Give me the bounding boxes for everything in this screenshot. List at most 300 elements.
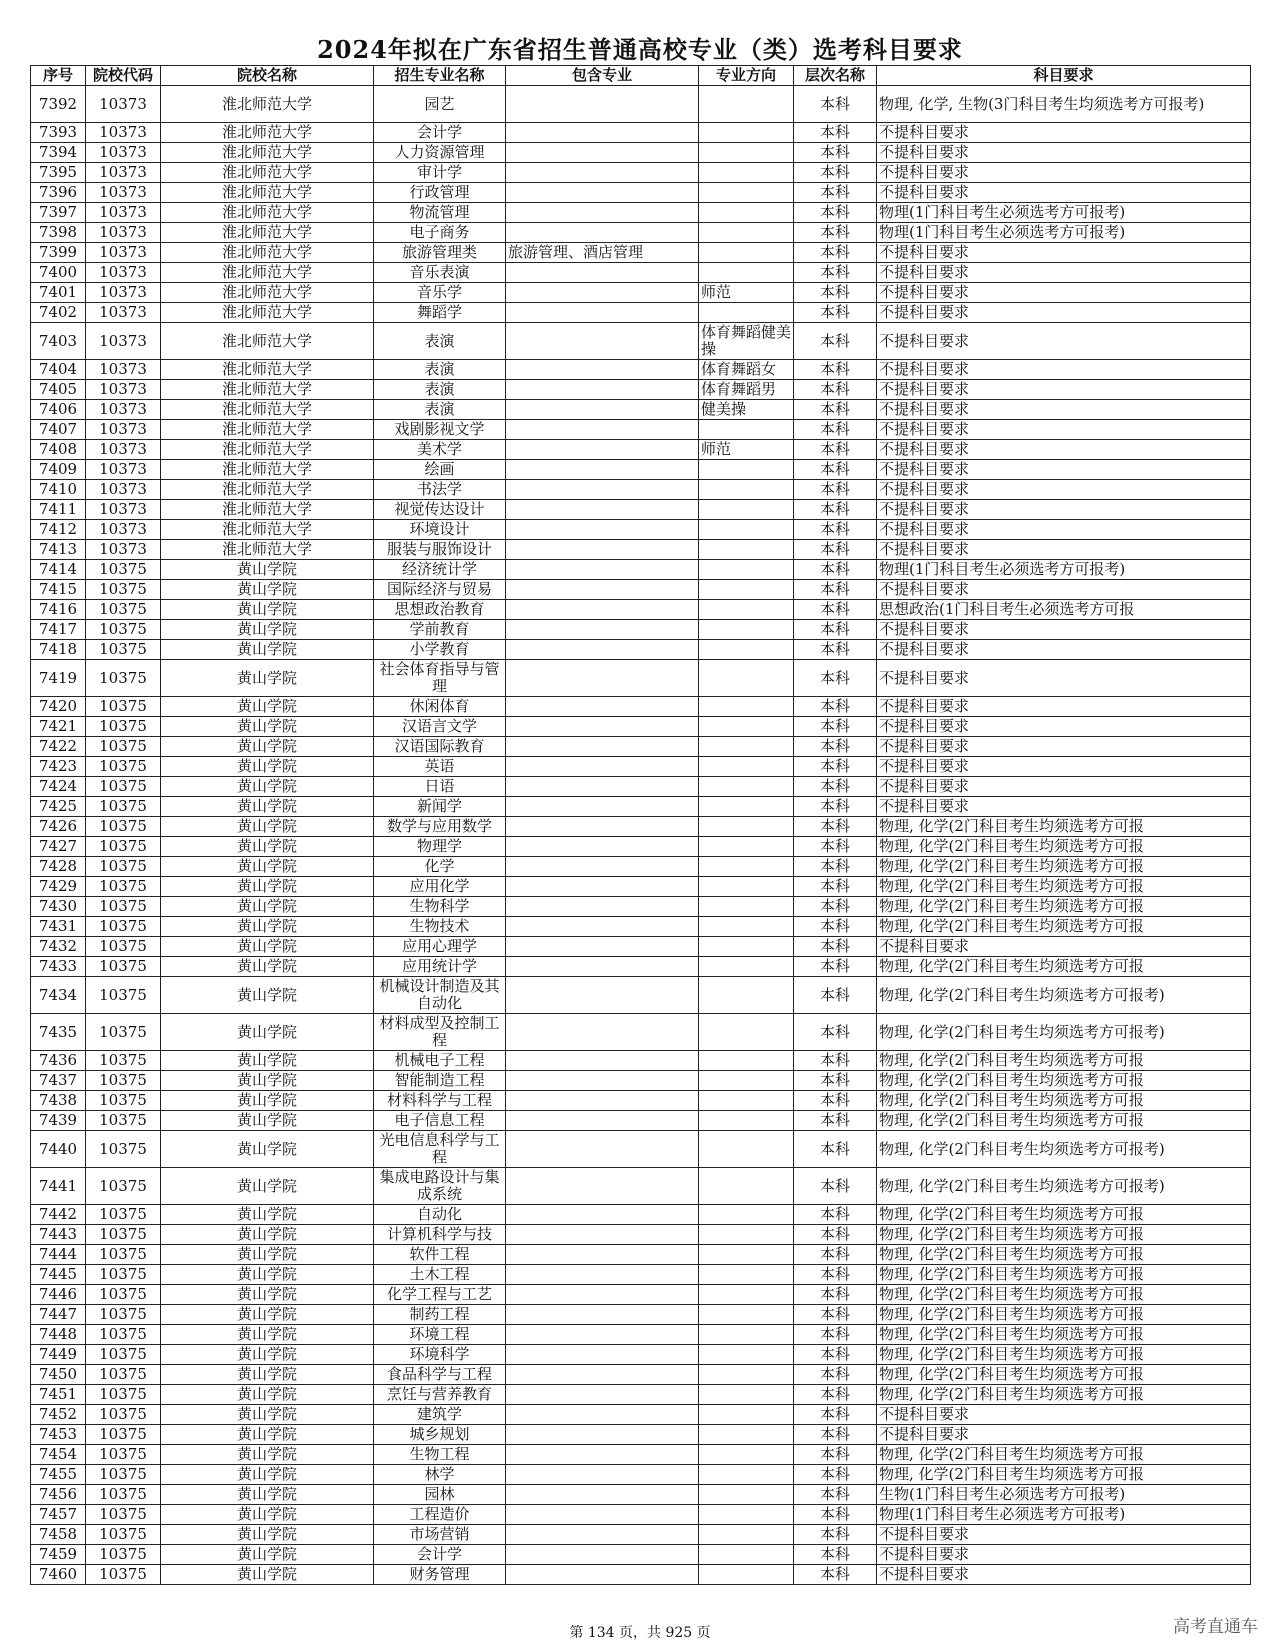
row-index: 7410 <box>31 480 86 500</box>
page-title: 2024年拟在广东省招生普通高校专业（类）选考科目要求 <box>317 35 963 64</box>
row-level: 本科 <box>794 1465 877 1485</box>
row-school-name: 黄山学院 <box>161 917 374 937</box>
row-included-majors <box>506 1325 699 1345</box>
row-level: 本科 <box>794 717 877 737</box>
row-subject-requirement: 不提科目要求 <box>877 380 1251 400</box>
row-school-name: 黄山学院 <box>161 660 374 697</box>
row-included-majors <box>506 223 699 243</box>
row-subject-requirement: 物理, 化学(2门科目考生均须选考方可报 <box>877 1111 1251 1131</box>
row-subject-requirement: 不提科目要求 <box>877 937 1251 957</box>
row-index: 7392 <box>31 86 86 123</box>
row-direction <box>699 580 794 600</box>
row-direction <box>699 460 794 480</box>
row-direction <box>699 1505 794 1525</box>
row-school-name: 淮北师范大学 <box>161 163 374 183</box>
row-subject-requirement: 物理, 化学(2门科目考生均须选考方可报 <box>877 1465 1251 1485</box>
header-school-name: 院校名称 <box>161 66 374 86</box>
row-school-name: 黄山学院 <box>161 1505 374 1525</box>
row-school-name: 黄山学院 <box>161 1385 374 1405</box>
row-school-code: 10373 <box>86 440 161 460</box>
row-direction <box>699 500 794 520</box>
row-index: 7460 <box>31 1565 86 1585</box>
row-included-majors <box>506 937 699 957</box>
row-index: 7393 <box>31 123 86 143</box>
row-subject-requirement: 物理, 化学(2门科目考生均须选考方可报 <box>877 1225 1251 1245</box>
row-direction <box>699 1014 794 1051</box>
row-included-majors <box>506 460 699 480</box>
row-school-code: 10375 <box>86 1565 161 1585</box>
row-direction <box>699 1525 794 1545</box>
row-direction <box>699 1565 794 1585</box>
row-included-majors <box>506 640 699 660</box>
row-index: 7419 <box>31 660 86 697</box>
row-level: 本科 <box>794 223 877 243</box>
row-included-majors <box>506 1265 699 1285</box>
row-subject-requirement: 物理, 化学, 生物(3门科目考生均须选考方可报考) <box>877 86 1251 123</box>
row-direction <box>699 163 794 183</box>
row-direction <box>699 660 794 697</box>
row-school-code: 10373 <box>86 380 161 400</box>
row-school-code: 10375 <box>86 1485 161 1505</box>
row-included-majors <box>506 917 699 937</box>
table-row <box>31 1485 1251 1505</box>
row-school-code: 10375 <box>86 1225 161 1245</box>
row-level: 本科 <box>794 440 877 460</box>
row-index: 7443 <box>31 1225 86 1245</box>
row-direction <box>699 1465 794 1485</box>
row-school-code: 10375 <box>86 977 161 1014</box>
row-level: 本科 <box>794 757 877 777</box>
row-school-name: 黄山学院 <box>161 1465 374 1485</box>
row-subject-requirement: 不提科目要求 <box>877 460 1251 480</box>
row-included-majors <box>506 203 699 223</box>
row-included-majors <box>506 123 699 143</box>
row-major-name: 表演 <box>374 323 506 360</box>
row-subject-requirement: 物理, 化学(2门科目考生均须选考方可报 <box>877 877 1251 897</box>
row-major-name: 汉语国际教育 <box>374 737 506 757</box>
row-school-name: 黄山学院 <box>161 640 374 660</box>
row-major-name: 材料成型及控制工程 <box>374 1014 506 1051</box>
row-major-name: 国际经济与贸易 <box>374 580 506 600</box>
row-included-majors <box>506 1525 699 1545</box>
row-school-code: 10373 <box>86 323 161 360</box>
row-school-code: 10375 <box>86 1265 161 1285</box>
row-subject-requirement: 不提科目要求 <box>877 520 1251 540</box>
table-row <box>31 1445 1251 1465</box>
row-major-name: 园艺 <box>374 86 506 123</box>
row-subject-requirement: 物理, 化学(2门科目考生均须选考方可报 <box>877 1285 1251 1305</box>
table-row <box>31 440 1251 460</box>
row-level: 本科 <box>794 540 877 560</box>
row-included-majors <box>506 420 699 440</box>
row-index: 7452 <box>31 1405 86 1425</box>
row-included-majors <box>506 580 699 600</box>
row-direction <box>699 1385 794 1405</box>
row-school-code: 10375 <box>86 620 161 640</box>
row-index: 7459 <box>31 1545 86 1565</box>
row-direction <box>699 303 794 323</box>
row-included-majors <box>506 1365 699 1385</box>
row-subject-requirement: 物理, 化学(2门科目考生均须选考方可报 <box>877 1345 1251 1365</box>
table-row <box>31 540 1251 560</box>
row-included-majors <box>506 697 699 717</box>
row-major-name: 工程造价 <box>374 1505 506 1525</box>
row-major-name: 会计学 <box>374 123 506 143</box>
table-row <box>31 897 1251 917</box>
table-row <box>31 323 1251 360</box>
row-level: 本科 <box>794 697 877 717</box>
row-direction <box>699 1111 794 1131</box>
row-subject-requirement: 不提科目要求 <box>877 1545 1251 1565</box>
row-school-code: 10373 <box>86 163 161 183</box>
row-included-majors <box>506 183 699 203</box>
row-school-name: 黄山学院 <box>161 857 374 877</box>
row-school-code: 10373 <box>86 183 161 203</box>
table-row <box>31 86 1251 123</box>
row-index: 7422 <box>31 737 86 757</box>
table-row <box>31 1385 1251 1405</box>
row-direction: 体育舞蹈健美操 <box>699 323 794 360</box>
row-level: 本科 <box>794 303 877 323</box>
row-school-name: 黄山学院 <box>161 1565 374 1585</box>
row-school-code: 10375 <box>86 1111 161 1131</box>
row-major-name: 行政管理 <box>374 183 506 203</box>
row-level: 本科 <box>794 143 877 163</box>
row-subject-requirement: 不提科目要求 <box>877 480 1251 500</box>
row-major-name: 物流管理 <box>374 203 506 223</box>
row-index: 7436 <box>31 1051 86 1071</box>
row-included-majors <box>506 303 699 323</box>
row-included-majors <box>506 1565 699 1585</box>
table-row <box>31 697 1251 717</box>
row-direction <box>699 1305 794 1325</box>
row-major-name: 电子信息工程 <box>374 1111 506 1131</box>
row-school-code: 10373 <box>86 263 161 283</box>
table-row <box>31 1111 1251 1131</box>
row-school-name: 黄山学院 <box>161 1365 374 1385</box>
row-index: 7402 <box>31 303 86 323</box>
requirements-table <box>30 65 1251 1585</box>
row-school-code: 10375 <box>86 777 161 797</box>
row-index: 7394 <box>31 143 86 163</box>
row-index: 7406 <box>31 400 86 420</box>
row-school-code: 10375 <box>86 857 161 877</box>
row-direction <box>699 143 794 163</box>
row-direction <box>699 717 794 737</box>
row-level: 本科 <box>794 1445 877 1465</box>
table-row <box>31 1225 1251 1245</box>
row-level: 本科 <box>794 263 877 283</box>
row-major-name: 英语 <box>374 757 506 777</box>
row-subject-requirement: 物理, 化学(2门科目考生均须选考方可报 <box>877 1051 1251 1071</box>
row-school-name: 黄山学院 <box>161 1225 374 1245</box>
row-included-majors <box>506 620 699 640</box>
row-included-majors <box>506 1131 699 1168</box>
table-row <box>31 243 1251 263</box>
table-row <box>31 1071 1251 1091</box>
row-school-name: 黄山学院 <box>161 957 374 977</box>
row-school-code: 10373 <box>86 143 161 163</box>
row-school-code: 10373 <box>86 223 161 243</box>
row-school-name: 淮北师范大学 <box>161 480 374 500</box>
row-included-majors <box>506 380 699 400</box>
row-major-name: 视觉传达设计 <box>374 500 506 520</box>
row-major-name: 机械设计制造及其自动化 <box>374 977 506 1014</box>
row-school-code: 10375 <box>86 1285 161 1305</box>
row-major-name: 财务管理 <box>374 1565 506 1585</box>
table-row <box>31 500 1251 520</box>
row-index: 7445 <box>31 1265 86 1285</box>
table-row <box>31 163 1251 183</box>
row-major-name: 食品科学与工程 <box>374 1365 506 1385</box>
row-subject-requirement: 物理(1门科目考生必须选考方可报考) <box>877 1505 1251 1525</box>
row-subject-requirement: 不提科目要求 <box>877 360 1251 380</box>
row-level: 本科 <box>794 1545 877 1565</box>
row-major-name: 机械电子工程 <box>374 1051 506 1071</box>
row-included-majors <box>506 1405 699 1425</box>
header-included-majors: 包含专业 <box>506 66 699 86</box>
row-subject-requirement: 不提科目要求 <box>877 440 1251 460</box>
row-major-name: 土木工程 <box>374 1265 506 1285</box>
row-direction: 师范 <box>699 283 794 303</box>
row-included-majors <box>506 400 699 420</box>
row-included-majors <box>506 660 699 697</box>
row-subject-requirement: 不提科目要求 <box>877 660 1251 697</box>
table-row <box>31 1465 1251 1485</box>
table-row <box>31 520 1251 540</box>
row-school-code: 10375 <box>86 1345 161 1365</box>
row-school-code: 10375 <box>86 1445 161 1465</box>
row-level: 本科 <box>794 1265 877 1285</box>
header-level: 层次名称 <box>794 66 877 86</box>
row-included-majors <box>506 1505 699 1525</box>
row-subject-requirement: 物理, 化学(2门科目考生均须选考方可报 <box>877 1325 1251 1345</box>
table-row <box>31 1091 1251 1111</box>
row-level: 本科 <box>794 1385 877 1405</box>
row-subject-requirement: 物理, 化学(2门科目考生均须选考方可报 <box>877 1305 1251 1325</box>
row-school-code: 10373 <box>86 400 161 420</box>
row-index: 7440 <box>31 1131 86 1168</box>
row-subject-requirement: 物理, 化学(2门科目考生均须选考方可报 <box>877 857 1251 877</box>
row-school-code: 10375 <box>86 1525 161 1545</box>
row-school-name: 淮北师范大学 <box>161 263 374 283</box>
table-row <box>31 1205 1251 1225</box>
row-school-code: 10375 <box>86 1365 161 1385</box>
row-school-code: 10375 <box>86 1325 161 1345</box>
table-row <box>31 1131 1251 1168</box>
row-level: 本科 <box>794 1365 877 1385</box>
row-direction <box>699 1051 794 1071</box>
row-school-code: 10375 <box>86 1051 161 1071</box>
row-index: 7420 <box>31 697 86 717</box>
row-school-name: 淮北师范大学 <box>161 400 374 420</box>
row-index: 7453 <box>31 1425 86 1445</box>
row-index: 7433 <box>31 957 86 977</box>
row-included-majors <box>506 1225 699 1245</box>
row-subject-requirement: 不提科目要求 <box>877 123 1251 143</box>
row-direction <box>699 123 794 143</box>
row-major-name: 集成电路设计与集成系统 <box>374 1168 506 1205</box>
row-included-majors <box>506 1425 699 1445</box>
table-row <box>31 480 1251 500</box>
row-index: 7449 <box>31 1345 86 1365</box>
row-level: 本科 <box>794 480 877 500</box>
row-direction <box>699 777 794 797</box>
table-row <box>31 1051 1251 1071</box>
row-level: 本科 <box>794 560 877 580</box>
row-index: 7423 <box>31 757 86 777</box>
row-included-majors <box>506 1545 699 1565</box>
row-school-code: 10375 <box>86 1385 161 1405</box>
row-subject-requirement: 物理, 化学(2门科目考生均须选考方可报 <box>877 1445 1251 1465</box>
row-major-name: 制药工程 <box>374 1305 506 1325</box>
row-level: 本科 <box>794 1225 877 1245</box>
table-row <box>31 183 1251 203</box>
row-subject-requirement: 物理, 化学(2门科目考生均须选考方可报 <box>877 837 1251 857</box>
row-school-code: 10375 <box>86 817 161 837</box>
row-direction <box>699 977 794 1014</box>
row-included-majors <box>506 1245 699 1265</box>
row-index: 7437 <box>31 1071 86 1091</box>
table-row <box>31 1365 1251 1385</box>
table-row <box>31 223 1251 243</box>
row-school-name: 黄山学院 <box>161 1485 374 1505</box>
row-school-name: 黄山学院 <box>161 1545 374 1565</box>
table-row <box>31 1265 1251 1285</box>
row-index: 7457 <box>31 1505 86 1525</box>
row-included-majors <box>506 1445 699 1465</box>
row-school-name: 黄山学院 <box>161 757 374 777</box>
row-school-code: 10375 <box>86 1168 161 1205</box>
row-index: 7395 <box>31 163 86 183</box>
table-row <box>31 660 1251 697</box>
row-level: 本科 <box>794 520 877 540</box>
row-subject-requirement: 不提科目要求 <box>877 183 1251 203</box>
row-major-name: 审计学 <box>374 163 506 183</box>
row-subject-requirement: 物理, 化学(2门科目考生均须选考方可报考) <box>877 1131 1251 1168</box>
row-school-name: 黄山学院 <box>161 1445 374 1465</box>
row-school-code: 10375 <box>86 560 161 580</box>
row-included-majors <box>506 877 699 897</box>
row-school-code: 10375 <box>86 1545 161 1565</box>
row-subject-requirement: 不提科目要求 <box>877 717 1251 737</box>
row-direction <box>699 560 794 580</box>
row-subject-requirement: 不提科目要求 <box>877 797 1251 817</box>
row-subject-requirement: 不提科目要求 <box>877 243 1251 263</box>
row-index: 7426 <box>31 817 86 837</box>
row-school-name: 黄山学院 <box>161 1051 374 1071</box>
row-major-name: 生物工程 <box>374 1445 506 1465</box>
row-subject-requirement: 不提科目要求 <box>877 323 1251 360</box>
row-major-name: 音乐学 <box>374 283 506 303</box>
row-index: 7415 <box>31 580 86 600</box>
row-level: 本科 <box>794 183 877 203</box>
row-subject-requirement: 物理, 化学(2门科目考生均须选考方可报 <box>877 917 1251 937</box>
row-direction <box>699 243 794 263</box>
row-major-name: 计算机科学与技 <box>374 1225 506 1245</box>
row-major-name: 新闻学 <box>374 797 506 817</box>
row-level: 本科 <box>794 1051 877 1071</box>
row-school-code: 10375 <box>86 897 161 917</box>
row-level: 本科 <box>794 837 877 857</box>
row-index: 7441 <box>31 1168 86 1205</box>
row-school-code: 10375 <box>86 1305 161 1325</box>
row-subject-requirement: 物理, 化学(2门科目考生均须选考方可报 <box>877 1365 1251 1385</box>
row-index: 7427 <box>31 837 86 857</box>
row-direction <box>699 540 794 560</box>
row-subject-requirement: 不提科目要求 <box>877 303 1251 323</box>
row-included-majors <box>506 600 699 620</box>
row-subject-requirement: 不提科目要求 <box>877 163 1251 183</box>
row-school-name: 黄山学院 <box>161 937 374 957</box>
row-school-name: 黄山学院 <box>161 977 374 1014</box>
table-row <box>31 400 1251 420</box>
table-row <box>31 263 1251 283</box>
row-level: 本科 <box>794 917 877 937</box>
row-major-name: 智能制造工程 <box>374 1071 506 1091</box>
row-level: 本科 <box>794 1505 877 1525</box>
row-direction <box>699 1225 794 1245</box>
row-included-majors <box>506 897 699 917</box>
row-school-name: 黄山学院 <box>161 1131 374 1168</box>
row-direction <box>699 1365 794 1385</box>
row-index: 7396 <box>31 183 86 203</box>
row-school-code: 10375 <box>86 917 161 937</box>
row-direction <box>699 1091 794 1111</box>
row-direction <box>699 420 794 440</box>
row-major-name: 日语 <box>374 777 506 797</box>
row-direction <box>699 957 794 977</box>
table-row <box>31 757 1251 777</box>
row-index: 7431 <box>31 917 86 937</box>
row-included-majors <box>506 1345 699 1365</box>
row-level: 本科 <box>794 243 877 263</box>
row-index: 7424 <box>31 777 86 797</box>
row-major-name: 经济统计学 <box>374 560 506 580</box>
row-subject-requirement: 不提科目要求 <box>877 580 1251 600</box>
row-level: 本科 <box>794 1525 877 1545</box>
row-school-name: 黄山学院 <box>161 697 374 717</box>
row-school-code: 10375 <box>86 737 161 757</box>
row-school-name: 黄山学院 <box>161 837 374 857</box>
row-index: 7456 <box>31 1485 86 1505</box>
row-school-code: 10375 <box>86 660 161 697</box>
row-level: 本科 <box>794 1305 877 1325</box>
row-direction <box>699 1325 794 1345</box>
row-school-code: 10373 <box>86 86 161 123</box>
row-included-majors <box>506 500 699 520</box>
row-school-code: 10373 <box>86 243 161 263</box>
table-row <box>31 817 1251 837</box>
row-index: 7411 <box>31 500 86 520</box>
row-school-code: 10375 <box>86 1405 161 1425</box>
row-school-name: 淮北师范大学 <box>161 380 374 400</box>
row-school-code: 10375 <box>86 717 161 737</box>
row-index: 7397 <box>31 203 86 223</box>
row-school-name: 黄山学院 <box>161 560 374 580</box>
row-included-majors <box>506 1168 699 1205</box>
header-direction: 专业方向 <box>699 66 794 86</box>
header-school-code: 院校代码 <box>86 66 161 86</box>
row-subject-requirement: 物理, 化学(2门科目考生均须选考方可报考) <box>877 977 1251 1014</box>
row-major-name: 应用化学 <box>374 877 506 897</box>
row-subject-requirement: 不提科目要求 <box>877 620 1251 640</box>
table-row <box>31 1545 1251 1565</box>
row-index: 7448 <box>31 1325 86 1345</box>
row-school-code: 10375 <box>86 1505 161 1525</box>
row-index: 7408 <box>31 440 86 460</box>
row-major-name: 烹饪与营养教育 <box>374 1385 506 1405</box>
